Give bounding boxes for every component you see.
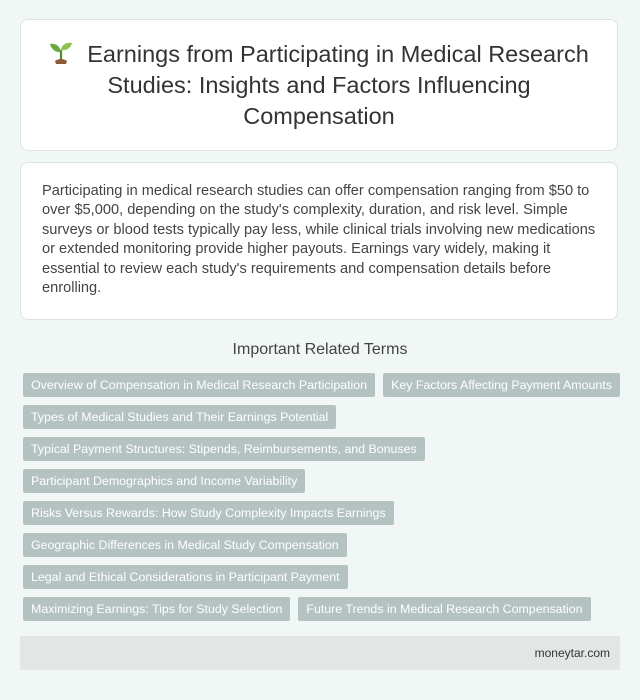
related-term-tag[interactable]: Future Trends in Medical Research Compensation [298, 597, 590, 621]
related-term-tag[interactable]: Types of Medical Studies and Their Earnings Potential [23, 405, 336, 429]
related-term-tag[interactable]: Maximizing Earnings: Tips for Study Selection [23, 597, 290, 621]
related-term-tag[interactable]: Key Factors Affecting Payment Amounts [383, 373, 620, 397]
related-terms-list [23, 373, 621, 621]
title-card [20, 19, 618, 151]
sprout-icon [49, 39, 73, 65]
related-term-tag[interactable]: Typical Payment Structures: Stipends, Reimbursements, and Bonuses [23, 437, 425, 461]
related-term-tag[interactable]: Risks Versus Rewards: How Study Complexity Impacts Earnings [23, 501, 394, 525]
page-title-text: Earnings from Participating in Medical Research Studies: Insights and Factors Influencing Compensation [87, 40, 589, 129]
related-terms-heading: Important Related Terms [232, 341, 408, 358]
related-term-tag[interactable]: Overview of Compensation in Medical Research Participation [23, 373, 375, 397]
footer-bar [20, 636, 620, 670]
related-term-tag[interactable]: Participant Demographics and Income Variability [23, 469, 305, 493]
related-term-tag[interactable]: Legal and Ethical Considerations in Participant Payment [23, 565, 348, 589]
description-card [20, 162, 618, 320]
page-title [39, 39, 599, 132]
footer-site-link[interactable]: moneytar.com [534, 646, 610, 660]
related-term-tag[interactable]: Geographic Differences in Medical Study Compensation [23, 533, 347, 557]
description-text: Participating in medical research studies can offer compensation ranging from $50 to over $5,000, depending on the study's complexity, duration, and risk level. Simple surveys or blood tests typically pay less, while clinical trials involving new medications or extended monitoring provide higher payouts. Earnings vary widely, making it essential to review each study's requirements and compensation details before enrolling. [42, 183, 596, 297]
